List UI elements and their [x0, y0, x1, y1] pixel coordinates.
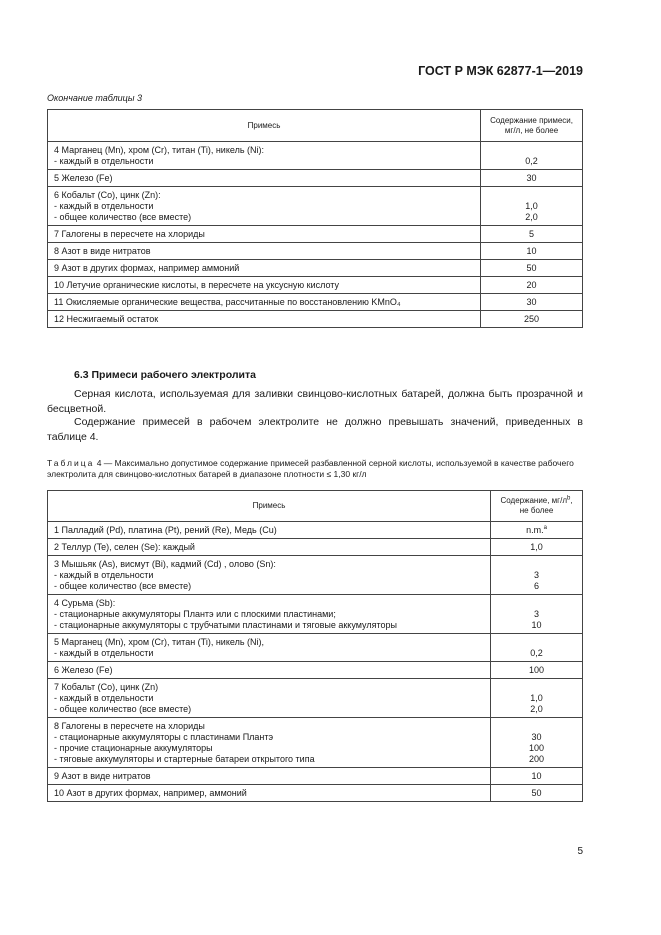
impurity-line: - каждый в отдельности [54, 570, 154, 580]
impurity-line: 10 Азот в других формах, например, аммоний [54, 788, 247, 798]
value-line: 50 [531, 788, 542, 798]
value-cell [491, 785, 583, 802]
impurity-line: 5 Железо (Fe) [54, 173, 113, 183]
impurity-line: - каждый в отдельности [54, 156, 154, 166]
table-row [48, 170, 583, 187]
value-line: 30 [531, 732, 542, 742]
table4-caption-text: 4 — Максимально допустимое содержание примесей разбавленной серной кислоты, используемой в качестве рабочего электролита для свинцово-кислотных батарей в диапазоне плотности ≤ 1,30 кг/л [47, 458, 574, 479]
impurity-line: - общее количество (все вместе) [54, 704, 192, 714]
impurity-cell [48, 718, 491, 768]
value-line: 2,0 [530, 704, 543, 714]
impurity-cell [48, 595, 491, 634]
table4-caption [47, 458, 583, 480]
value-cell [481, 226, 583, 243]
value-line: 6 [534, 581, 540, 591]
table-row [48, 311, 583, 328]
impurity-cell [48, 539, 491, 556]
table-row [48, 768, 583, 785]
value-line: 5 [529, 229, 535, 239]
value-cell [481, 260, 583, 277]
value-line: 1,0 [525, 201, 538, 211]
value-line: n.m.$^a$ [526, 525, 547, 535]
value-cell [481, 277, 583, 294]
value-line: 100 [529, 665, 545, 675]
table-row [48, 142, 583, 170]
impurity-line: 4 Сурьма (Sb): [54, 598, 116, 608]
page-number: 5 [577, 846, 583, 857]
value-line: 250 [524, 314, 540, 324]
impurity-line: 11 Окисляемые органические вещества, рассчитанные по восстановлению KMnO₄ [54, 297, 401, 307]
value-line: 50 [526, 263, 537, 273]
impurity-line: - прочие стационарные аккумуляторы [54, 743, 213, 753]
impurity-line: 6 Кобальт (Co), цинк (Zn): [54, 190, 161, 200]
value-cell [491, 556, 583, 595]
impurity-line: 7 Кобальт (Co), цинк (Zn) [54, 682, 159, 692]
impurity-line: 3 Мышьяк (As), висмут (Bi), кадмий (Cd) , олово (Sn): [54, 559, 276, 569]
impurity-line: - каждый в отдельности [54, 201, 154, 211]
impurity-line: 9 Азот в других формах, например аммоний [54, 263, 240, 273]
impurity-line: 7 Галогены в пересчете на хлориды [54, 229, 205, 239]
value-line: 30 [526, 173, 537, 183]
value-line: 20 [526, 280, 537, 290]
impurity-line: - стационарные аккумуляторы с пластинами Плантэ [54, 732, 274, 742]
table-row [48, 556, 583, 595]
table-row [48, 226, 583, 243]
impurity-line: - общее количество (все вместе) [54, 212, 192, 222]
value-cell [481, 187, 583, 226]
impurity-line: - стационарные аккумуляторы Плантэ или с плоскими пластинами; [54, 609, 336, 619]
table-row [48, 187, 583, 226]
impurity-line: - тяговые аккумуляторы и стартерные батареи открытого типа [54, 754, 315, 764]
table-row [48, 522, 583, 539]
table-row [48, 243, 583, 260]
value-cell [491, 768, 583, 785]
section-title: 6.3 Примеси рабочего электролита [74, 369, 256, 381]
standard-code: ГОСТ Р МЭК 62877-1—2019 [418, 64, 583, 78]
table3-caption: Окончание таблицы 3 [47, 93, 142, 103]
impurity-cell [48, 634, 491, 662]
impurity-cell [48, 277, 481, 294]
impurity-cell [48, 768, 491, 785]
table-row [48, 539, 583, 556]
value-cell [491, 595, 583, 634]
impurity-cell [48, 226, 481, 243]
value-line: 10 [526, 246, 537, 256]
impurity-cell [48, 662, 491, 679]
impurity-line: 5 Марганец (Mn), хром (Cr), титан (Ti), никель (Ni), [54, 637, 265, 647]
impurity-line: - стационарные аккумуляторы с трубчатыми пластинами и тяговые аккумуляторы [54, 620, 397, 630]
value-cell [481, 243, 583, 260]
impurity-line: 12 Несжигаемый остаток [54, 314, 159, 324]
impurity-cell [48, 311, 481, 328]
impurity-line: 6 Железо (Fe) [54, 665, 113, 675]
table-row [48, 785, 583, 802]
value-line: 200 [529, 754, 545, 764]
impurity-line: 1 Палладий (Pd), платина (Pt), рений (Re), Медь (Cu) [54, 525, 277, 535]
value-cell [481, 142, 583, 170]
impurity-cell [48, 294, 481, 311]
impurity-line: - каждый в отдельности [54, 648, 154, 658]
table-row [48, 662, 583, 679]
impurity-line: 8 Галогены в пересчете на хлориды [54, 721, 205, 731]
value-line: 10 [531, 771, 542, 781]
impurity-cell [48, 556, 491, 595]
value-line: 3 [534, 609, 540, 619]
value-cell [481, 170, 583, 187]
value-line: 1,0 [530, 693, 543, 703]
impurity-cell [48, 260, 481, 277]
impurity-cell [48, 243, 481, 260]
impurity-line: 10 Летучие органические кислоты, в пересчете на уксусную кислоту [54, 280, 340, 290]
table-row [48, 277, 583, 294]
value-line: 0,2 [525, 156, 538, 166]
value-line: 2,0 [525, 212, 538, 222]
impurity-line: 9 Азот в виде нитратов [54, 771, 151, 781]
value-cell [491, 679, 583, 718]
table-row [48, 718, 583, 768]
table3-header-row [48, 110, 583, 142]
value-line: 100 [529, 743, 545, 753]
value-line: 1,0 [530, 542, 543, 552]
table4-caption-label: Таблица [47, 458, 95, 468]
value-line: 30 [526, 297, 537, 307]
value-line: 3 [534, 570, 540, 580]
value-cell [481, 294, 583, 311]
table-row [48, 679, 583, 718]
value-cell [481, 311, 583, 328]
value-cell [491, 522, 583, 539]
value-line: 0,2 [530, 648, 543, 658]
impurity-cell [48, 170, 481, 187]
impurity-cell [48, 142, 481, 170]
column-header-impurity: Примесь [48, 110, 481, 142]
impurity-cell [48, 785, 491, 802]
impurity-line: 8 Азот в виде нитратов [54, 246, 151, 256]
impurity-cell [48, 679, 491, 718]
section-paragraph-1: Серная кислота, используемая для заливки свинцово-кислотных батарей, должна быть прозрачной и бесцветной. [47, 388, 583, 415]
value-cell [491, 662, 583, 679]
table4 [47, 490, 583, 802]
table-row [48, 634, 583, 662]
column-header-impurity: Примесь [48, 491, 491, 522]
table-row [48, 595, 583, 634]
column-header-content: Содержание, $мг/л^b$, не более [491, 491, 583, 522]
table-row [48, 294, 583, 311]
value-cell [491, 634, 583, 662]
table4-header-row [48, 491, 583, 522]
value-cell [491, 539, 583, 556]
section-paragraph-2: Содержание примесей в рабочем электролите не должно превышать значений, приведенных в таблице 4. [47, 416, 583, 443]
value-cell [491, 718, 583, 768]
table-row [48, 260, 583, 277]
impurity-line: 2 Теллур (Te), селен (Se): каждый [54, 542, 195, 552]
impurity-line: 4 Марганец (Mn), хром (Cr), титан (Ti), никель (Ni): [54, 145, 265, 155]
impurity-cell [48, 522, 491, 539]
table3 [47, 109, 583, 328]
value-line: 10 [531, 620, 542, 630]
impurity-line: - общее количество (все вместе) [54, 581, 192, 591]
column-header-content: Содержание примеси, мг/л, не более [481, 110, 583, 142]
impurity-cell [48, 187, 481, 226]
impurity-line: - каждый в отдельности [54, 693, 154, 703]
